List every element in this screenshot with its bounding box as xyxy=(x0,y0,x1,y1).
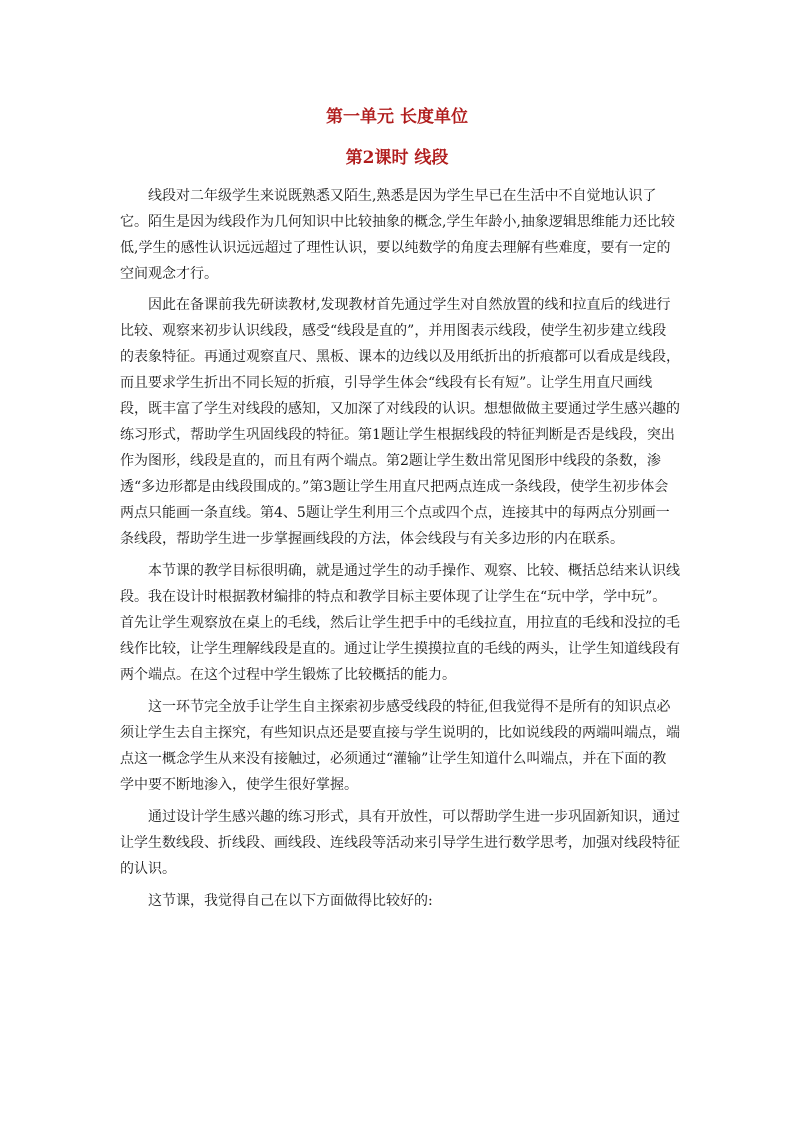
page-title: 第一单元 长度单位 xyxy=(326,107,468,127)
paragraph: 这一环节完全放手让学生自主探索初步感受线段的特征,但我觉得不是所有的知识点必须让学生去自主探究，有些知识点还是要直接与学生说明的，比如说线段的两端叫端点，端点这一概念学生从来没有接触过，必须通过“灌输”让学生知道什么叫端点，并在下面的教学中要不断地渗入，使学生很好掌握。 xyxy=(120,699,680,793)
lesson-subtitle: 第2课时 线段 xyxy=(345,148,449,168)
paragraph: 这节课，我觉得自己在以下方面做得比较好的: xyxy=(148,893,433,909)
paragraph: 因此在备课前我先研读教材,发现教材首先通过学生对自然放置的线和拉直后的线进行比较、观察来初步认识线段，感受“线段是直的”，并用图表示线段，使学生初步建立线段的表象特征。再通过观察直尺、黑板、课本的边线以及用纸折出的折痕都可以看成是线段，而且要求学生折出不同长短的折痕，引导学生体会“线段有长有短”。让学生用直尺画线段，既丰富了学生对线段的感知，又加深了对线段的认识。想想做做主要通过学生感兴趣的练习形式，帮助学生巩固线段的特征。第1题让学生根据线段的特征判断是否是线段，突出作为图形，线段是直的，而且有两个端点。第2题让学生数出常见图形中线段的条数，渗透“多边形都是由线段围成的。”第3题让学生用直尺把两点连成一条线段，使学生初步体会两点只能画一条直线。第4、5题让学生利用三个点或四个点，连接其中的每两点分别画一条线段，帮助学生进一步掌握画线段的方法，体会线段与有关多边形的内在联系。 xyxy=(120,297,680,547)
body-text xyxy=(120,183,680,920)
paragraph: 本节课的教学目标很明确，就是通过学生的动手操作、观察、比较、概括总结来认识线段。我在设计时根据教材编排的特点和教学目标主要体现了让学生在“玩中学，学中玩”。首先让学生观察放在桌上的毛线，然后让学生把手中的毛线拉直，用拉直的毛线和没拉的毛线作比较，让学生理解线段是直的。通过让学生摸摸拉直的毛线的两头，让学生知道线段有两个端点。在这个过程中学生锻炼了比较概括的能力。 xyxy=(120,563,680,683)
paragraph: 通过设计学生感兴趣的练习形式，具有开放性，可以帮助学生进一步巩固新知识，通过让学生数线段、折线段、画线段、连线段等活动来引导学生进行数学思考，加强对线段特征的认识。 xyxy=(120,809,680,877)
paragraph: 线段对二年级学生来说既熟悉又陌生,熟悉是因为学生早已在生活中不自觉地认识了它。陌生是因为线段作为几何知识中比较抽象的概念,学生年龄小,抽象逻辑思维能力还比较低,学生的感性认识远远超过了理性认识，要以纯数学的角度去理解有些难度，要有一定的空间观念才行。 xyxy=(120,188,675,282)
